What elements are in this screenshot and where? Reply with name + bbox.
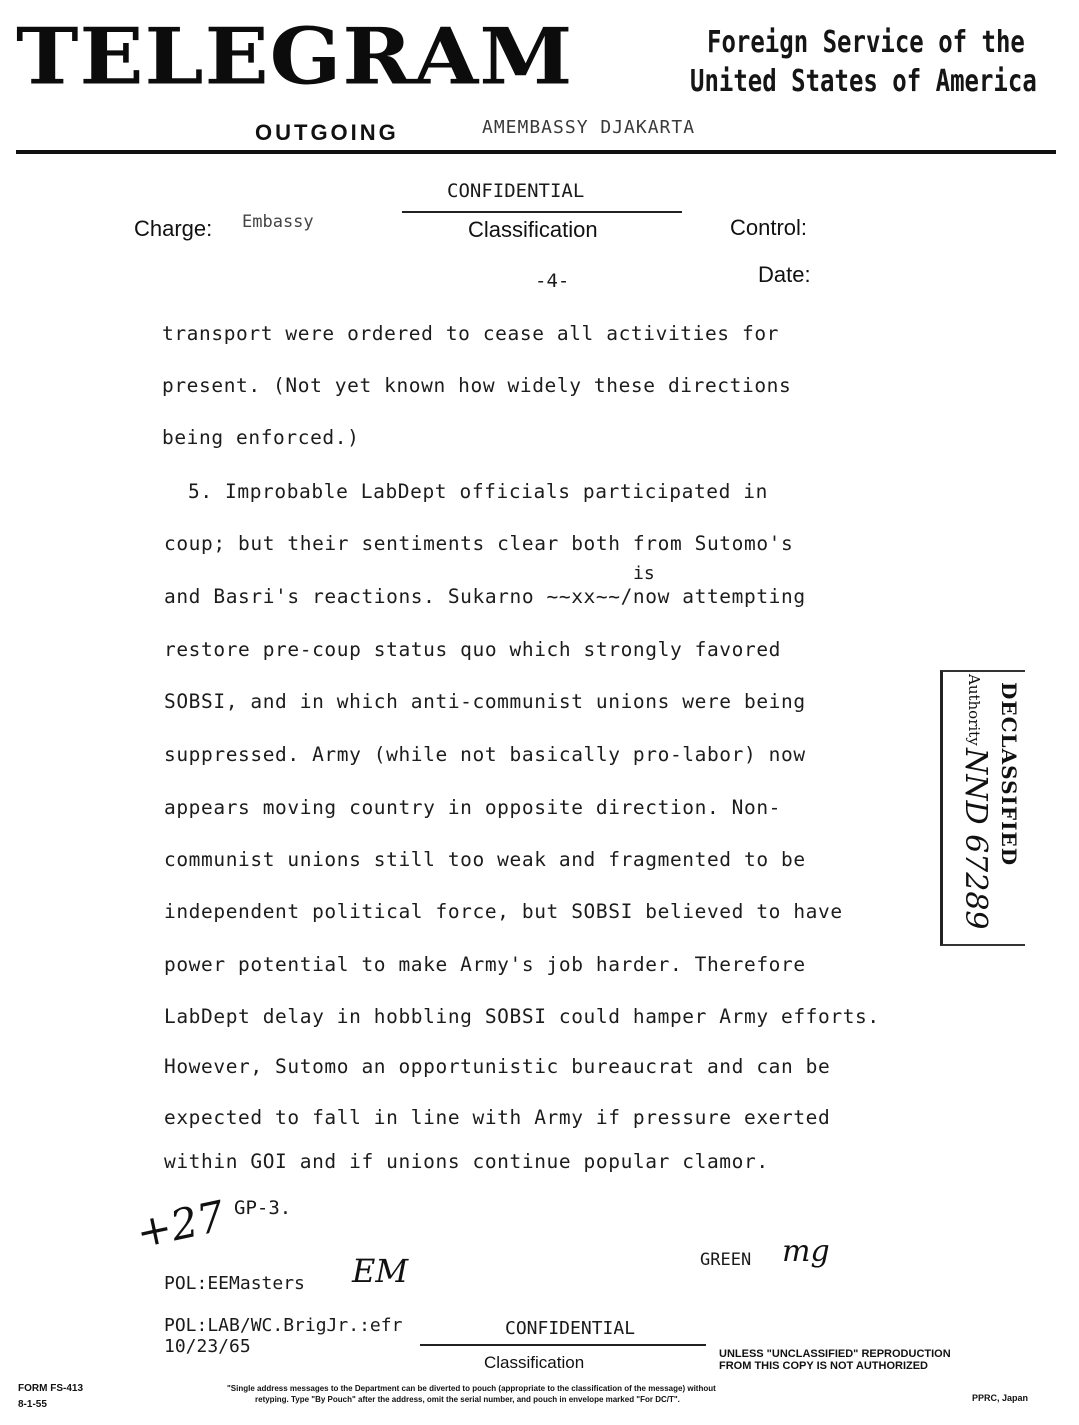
- header-rule: [16, 150, 1056, 154]
- classification-bottom-rule: [420, 1344, 706, 1346]
- handwritten-number: +27: [131, 1191, 229, 1258]
- reproduction-notice-2: FROM THIS COPY IS NOT AUTHORIZED: [719, 1360, 929, 1372]
- body-line-9: suppressed. Army (while not basically pro-labor) now: [164, 743, 806, 766]
- body-line-12: independent political force, but SOBSI believed to have: [164, 900, 843, 923]
- gp-marking: GP-3.: [234, 1197, 292, 1219]
- signature-green: GREEN: [700, 1250, 752, 1270]
- body-line-11: communist unions still too weak and fragmented to be: [164, 848, 806, 871]
- classification-bottom-label: Classification: [484, 1353, 585, 1372]
- body-line-3: being enforced.): [162, 426, 360, 449]
- body-line-4: 5. Improbable LabDept officials participated in: [188, 480, 768, 503]
- stamp-authority-label: Authority: [965, 674, 983, 746]
- drafting-initials: EM: [352, 1252, 409, 1290]
- classification-top: CONFIDENTIAL: [447, 180, 585, 202]
- body-line-6: and Basri's reactions. Sukarno ~~xx~~/now attempting: [164, 585, 806, 608]
- body-line-16: expected to fall in line with Army if pressure exerted: [164, 1106, 831, 1129]
- stamp-authority-code: NND 67289: [958, 748, 993, 930]
- body-line-8: SOBSI, and in which anti-communist unions were being: [164, 690, 806, 713]
- body-line-2: present. (Not yet known how widely these directions: [162, 374, 792, 397]
- pouch-note-2: retyping. Type "By Pouch" after the address, omit the serial number, and pouch in envelope marked "For DC/T".: [255, 1395, 680, 1404]
- reproduction-notice-1: UNLESS "UNCLASSIFIED" REPRODUCTION: [719, 1348, 951, 1360]
- direction-label: OUTGOING: [255, 120, 399, 145]
- charge-value: Embassy: [242, 212, 314, 232]
- service-line-1: Foreign Service of the: [707, 25, 1025, 60]
- body-line-17: within GOI and if unions continue popular clamor.: [164, 1150, 769, 1173]
- page-number: -4-: [535, 270, 570, 292]
- body-line-15: However, Sutomo an opportunistic bureaucrat and can be: [164, 1055, 831, 1078]
- classification-rule: [402, 211, 682, 213]
- declassified-stamp: [940, 670, 1025, 946]
- body-line-13: power potential to make Army's job harder. Therefore: [164, 953, 806, 976]
- body-line-5: coup; but their sentiments clear both from Sutomo's: [164, 532, 794, 555]
- form-number: FORM FS-413: [18, 1383, 84, 1394]
- date-label: Date:: [758, 262, 811, 287]
- origin-post: AMEMBASSY DJAKARTA: [482, 117, 696, 138]
- printer-mark: PPRC, Japan: [972, 1393, 1029, 1403]
- classification-label: Classification: [468, 217, 598, 242]
- body-line-14: LabDept delay in hobbling SOBSI could hamper Army efforts.: [164, 1005, 880, 1028]
- body-line-10: appears moving country in opposite direction. Non-: [164, 796, 781, 819]
- masthead-title: TELEGRAM: [16, 10, 574, 102]
- clearance-officer: POL:LAB/WC.BrigJr.:efr: [164, 1315, 403, 1336]
- pouch-note-1: "Single address messages to the Department can be diverted to pouch (appropriate to the classification of the message) without: [227, 1384, 716, 1393]
- control-label: Control:: [730, 215, 808, 240]
- service-line-2: United States of America: [690, 64, 1037, 99]
- form-date: 8-1-55: [18, 1399, 47, 1410]
- charge-label: Charge:: [134, 216, 213, 241]
- classification-bottom: CONFIDENTIAL: [505, 1318, 636, 1339]
- body-line-7: restore pre-coup status quo which strongly favored: [164, 638, 781, 661]
- body-line-1: transport were ordered to cease all activities for: [162, 322, 779, 345]
- stamp-title: DECLASSIFIED: [997, 682, 1021, 867]
- insertion-text: is: [633, 563, 655, 584]
- drafting-date: 10/23/65: [164, 1336, 251, 1357]
- signature-initials: mg: [782, 1234, 830, 1269]
- drafting-officer: POL:EEMasters: [164, 1273, 305, 1294]
